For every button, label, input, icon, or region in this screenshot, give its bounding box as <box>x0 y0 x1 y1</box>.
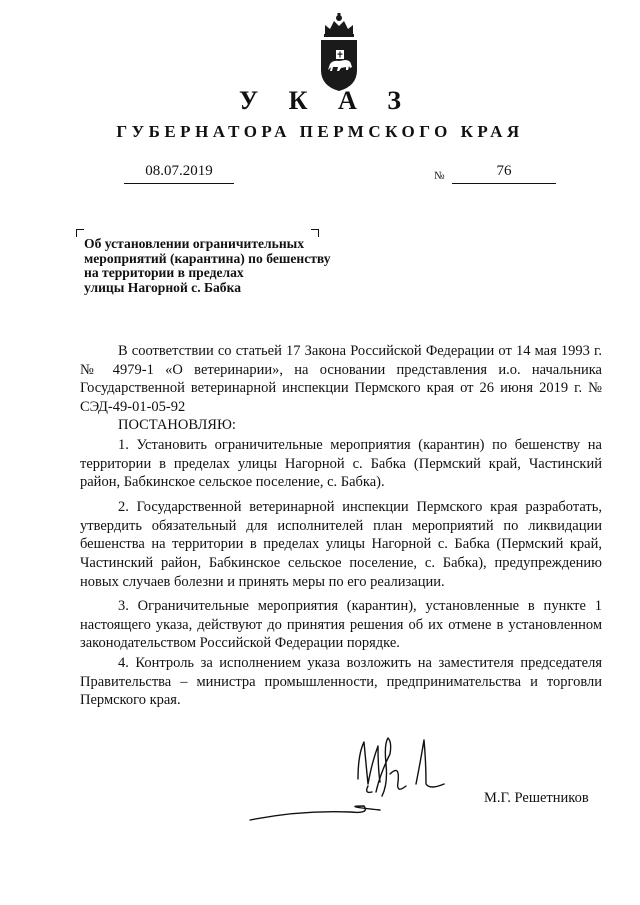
heading-line: на территории в пределах <box>84 265 244 280</box>
intro-paragraph: В соответствии со статьей 17 Закона Российской Федерации от 14 мая 1993 г. № 4979-1 «О ветеринарии», на основании представления и.о. начальника Государственной ветеринарной инспекции Пермского края от 26 июня 2019 г. № СЭД-49-01-05-92 <box>80 343 602 416</box>
issuer-subtitle: ГУБЕРНАТОРА ПЕРМСКОГО КРАЯ <box>116 122 524 141</box>
heading-corner-left <box>76 229 84 237</box>
document-number: 76 <box>496 163 512 179</box>
number-underline <box>452 183 556 184</box>
paragraph-3: 3. Ограничительные мероприятия (карантин), установленные в пункте 1 настоящего указа, действуют до принятия решения об их отмене в установленном законодательством Российской Федерации порядке. <box>80 598 602 652</box>
date-underline <box>124 183 234 184</box>
number-sign: № <box>434 170 445 182</box>
heading-line: улицы Нагорной с. Бабка <box>84 279 242 295</box>
heading-line: Об установлении ограничительных <box>84 236 305 251</box>
document-heading <box>84 237 384 295</box>
document-date: 08.07.2019 <box>145 163 213 179</box>
decree-word: ПОСТАНОВЛЯЮ: <box>118 417 236 433</box>
paragraph-1: 1. Установить ограничительные мероприятия (карантин) по бешенству на территории в пределах улицы Нагорной с. Бабка (Пермский край, Частинский район, Бабкинское сельское поселение, с. Бабка). <box>80 437 602 491</box>
paragraph-4: 4. Контроль за исполнением указа возложить на заместителя председателя Правительства – министра промышленности, предпринимательства и торговли Пермского края. <box>80 655 602 709</box>
perm-krai-coat-of-arms-icon <box>317 12 361 92</box>
handwritten-signature <box>240 724 480 834</box>
paragraph-2: 2. Государственной ветеринарной инспекции Пермского края разработать, утвердить обязательный для исполнителей план мероприятий по ликвидации бешенства на территории в пределах улицы Нагорной с. Бабка (Пермский край, Частинский район, Бабкинское сельское поселение, с. Бабка), предупреждению новых случаев болезни и принять меры по его реализации. <box>80 499 602 590</box>
heading-line: мероприятий (карантина) по бешенству <box>84 250 331 266</box>
document-type-title: У К А З <box>239 86 413 115</box>
heading-corner-right <box>311 229 319 237</box>
signer-name: М.Г. Решетников <box>484 790 589 806</box>
